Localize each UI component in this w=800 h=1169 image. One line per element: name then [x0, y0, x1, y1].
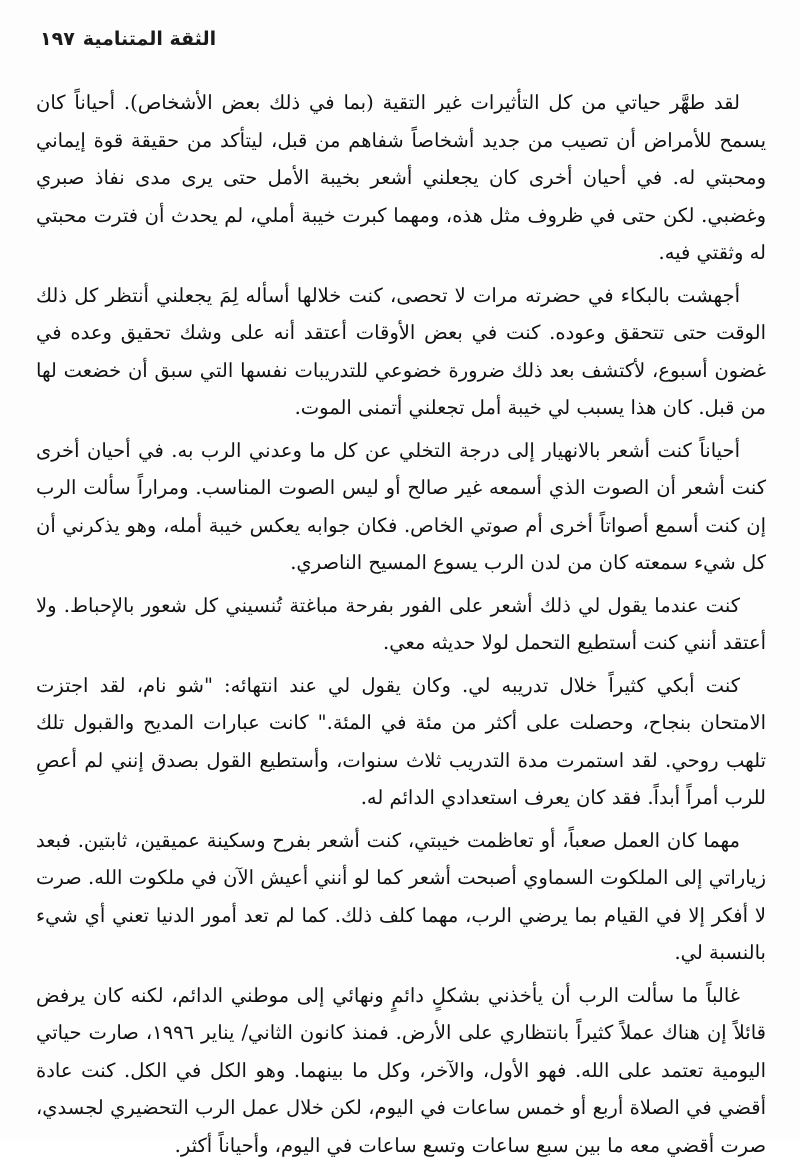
paragraph: أجهشت بالبكاء في حضرته مرات لا تحصى، كنت خلالها أسأله لِمَ يجعلني أنتظر كل ذلك الوقت حتى تتحقق وعوده. كنت في بعض الأوقات أعتقد أنه على وشك تحقيق وعده في غضون أسبوع، لأكتشف بعد ذلك ضرورة خضوعي للتدريبات نفسها التي سبق أن خضعت لها من قبل. كان هذا يسبب لي خيبة أمل تجعلني أتمنى الموت. — [36, 283, 766, 419]
page-number: ١٩٧ — [40, 28, 75, 50]
body-text — [36, 84, 766, 1169]
paragraph: أحياناً كنت أشعر بالانهيار إلى درجة التخلي عن كل ما وعدني الرب به. في أحيان أخرى كنت أشعر أن الصوت الذي أسمعه غير صالح أو ليس الصوت المناسب. ومراراً سألت الرب إن كنت أسمع أصواتاً أخرى أم صوتي الخاص. فكان جوابه يعكس خيبة أمله، وهو يذكرني أن كل شيء سمعته كان من لدن الرب يسوع المسيح الناصري. — [36, 438, 766, 574]
paragraph: كنت عندما يقول لي ذلك أشعر على الفور بفرحة مباغتة تُنسيني كل شعور بالإحباط. ولا أعتقد أنني كنت أستطيع التحمل لولا حديثه معي. — [36, 593, 766, 654]
paragraph: كنت أبكي كثيراً خلال تدريبه لي. وكان يقول لي عند انتهائه: "شو نام، لقد اجتزت الامتحان بنجاح، وحصلت على أكثر من مئة في المئة." كانت عبارات المديح والقبول تلك تلهب روحي. لقد استمرت مدة التدريب ثلاث سنوات، وأستطيع القول بصدق إنني لم أعصِ للرب أمراً أبداً. فقد كان يعرف استعدادي الدائم له. — [36, 673, 766, 809]
running-header — [40, 28, 216, 50]
paragraph: لقد طهَّر حياتي من كل التأثيرات غير التقية (بما في ذلك بعض الأشخاص). أحياناً كان يسمح للأمراض أن تصيب من جديد أشخاصاً شفاهم من قبل، ليتأكد من حقيقة قوة إيماني ومحبتي له. في أحيان أخرى كان يجعلني أشعر بخيبة الأمل حتى يرى مدى نفاذ صبري وغضبي. لكن حتى في ظروف مثل هذه، ومهما كبرت خيبة أملي، لم يحدث أن فترت محبتي له وثقتي فيه. — [36, 91, 766, 264]
paragraph: مهما كان العمل صعباً، أو تعاظمت خيبتي، كنت أشعر بفرح وسكينة عميقين، ثابتين. فبعد زياراتي إلى الملكوت السماوي أصبحت أشعر كما لو أنني أعيش الآن في ملكوت الله. صرت لا أفكر إلا في القيام بما يرضي الرب، مهما كلف ذلك. كما لم تعد أمور الدنيا تعني أي شيء بالنسبة لي. — [36, 828, 766, 964]
chapter-title: الثقة المتنامية — [82, 28, 217, 50]
paragraph: غالباً ما سألت الرب أن يأخذني بشكلٍ دائمٍ ونهائي إلى موطني الدائم، لكنه كان يرفض قائلاً إن هناك عملاً كثيراً بانتظاري على الأرض. فمنذ كانون الثاني/ يناير ١٩٩٦، صارت حياتي اليومية تعتمد على الله. فهو الأول، والآخر، وكل ما بينهما. وهو الكل في الكل. كنت عادة أقضي في الصلاة أربع أو خمس ساعات في اليوم، لكن خلال عمل الرب التحضيري لجسدي، صرت أقضي معه ما بين سبع ساعات وتسع ساعات في اليوم، وأحياناً أكثر. — [36, 983, 766, 1157]
